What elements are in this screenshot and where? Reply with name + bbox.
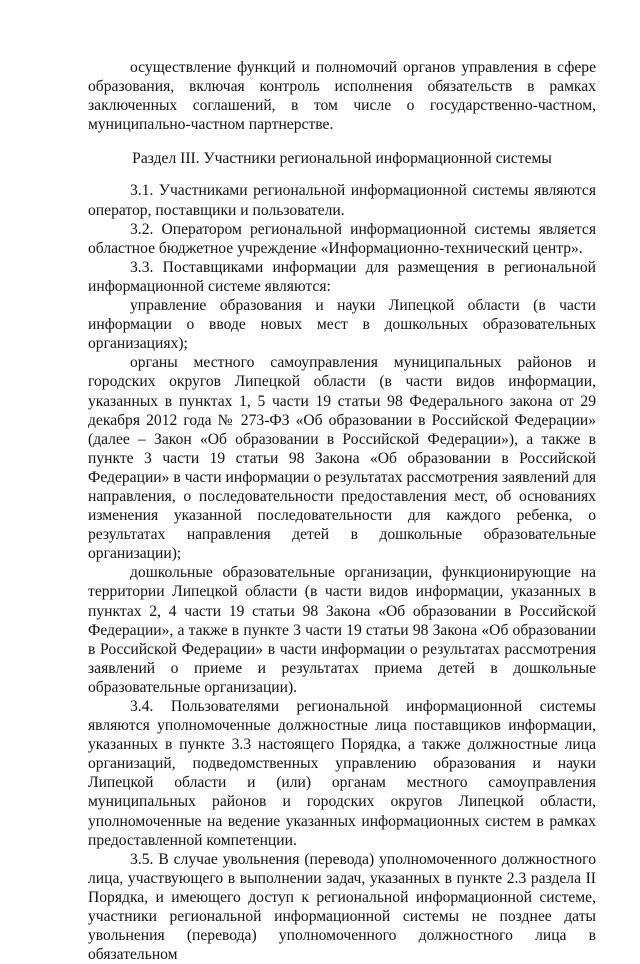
paragraph-3-5: 3.5. В случае увольнения (перевода) уполномоченного должностного лица, участвующего в выполнении задач, указанных в пункте 2.3 раздела II Порядка, и имеющего доступ к региональной информационной системе, участники региональной информационной системы не позднее даты увольнения (перевода) уполномоченного должностного лица в обязательном: [88, 850, 596, 964]
paragraph-3-1: 3.1. Участниками региональной информационной системы являются оператор, поставщики и пользователи.: [88, 182, 596, 219]
paragraph-intro: осуществление функций и полномочий органов управления в сфере образования, включая контроль исполнения обязательств в рамках заключенных соглашений, в том числе о государственно-частном, муниципально-частном партнерстве.: [88, 59, 596, 134]
section-title: Раздел III. Участники региональной информационной системы: [132, 150, 552, 168]
paragraph-3-3-item-2: органы местного самоуправления муниципальных районов и городских округов Липецкой области (в части видов информации, указанных в пунктах 1, 5 части 19 статьи 98 Федерального закона от 29 декабря 2012 года № 273-ФЗ «Об образовании в Российской Федерации» (далее – Закон «Об образовании в Российской Федерации»), а также в пункте 3 части 19 статьи 98 Закона «Об образовании в Российской Федерации» в части информации о результатах рассмотрения заявлений для направления, о последовательности предоставления мест, об основаниях изменения указанной последовательности для каждого ребенка, о результатах направления детей в дошкольные образовательные организации);: [88, 354, 596, 563]
paragraph-3-3-item-3: дошкольные образовательные организации, функционирующие на территории Липецкой области (в части видов информации, указанных в пунктах 2, 4 части 19 статьи 98 Закона «Об образовании в Российской Федерации», а также в пункте 3 части 19 статьи 98 Закона «Об образовании в Российской Федерации» в части информации о результатах рассмотрения заявлений о приеме и результатах приема детей в дошкольные образовательные организации).: [88, 564, 596, 696]
paragraph-3-3: 3.3. Поставщиками информации для размещения в региональной информационной системе являются:: [88, 258, 596, 295]
paragraph-3-4: 3.4. Пользователями региональной информационной системы являются уполномоченные должностные лица поставщиков информации, указанных в пункте 3.3 настоящего Порядка, а также должностные лица организаций, подведомственных управлению образования и науки Липецкой области и (или) органам местного самоуправления муниципальных районов и городских округов Липецкой области, уполномоченные на ведение указанных информационных систем в рамках предоставленной компетенции.: [88, 698, 596, 849]
document-page: [88, 58, 596, 964]
paragraph-3-2: 3.2. Оператором региональной информационной системы является областное бюджетное учреждение «Информационно-технический центр».: [88, 220, 596, 257]
paragraph-3-3-item-1: управление образования и науки Липецкой области (в части информации о вводе новых мест в дошкольных образовательных организациях);: [88, 297, 596, 353]
